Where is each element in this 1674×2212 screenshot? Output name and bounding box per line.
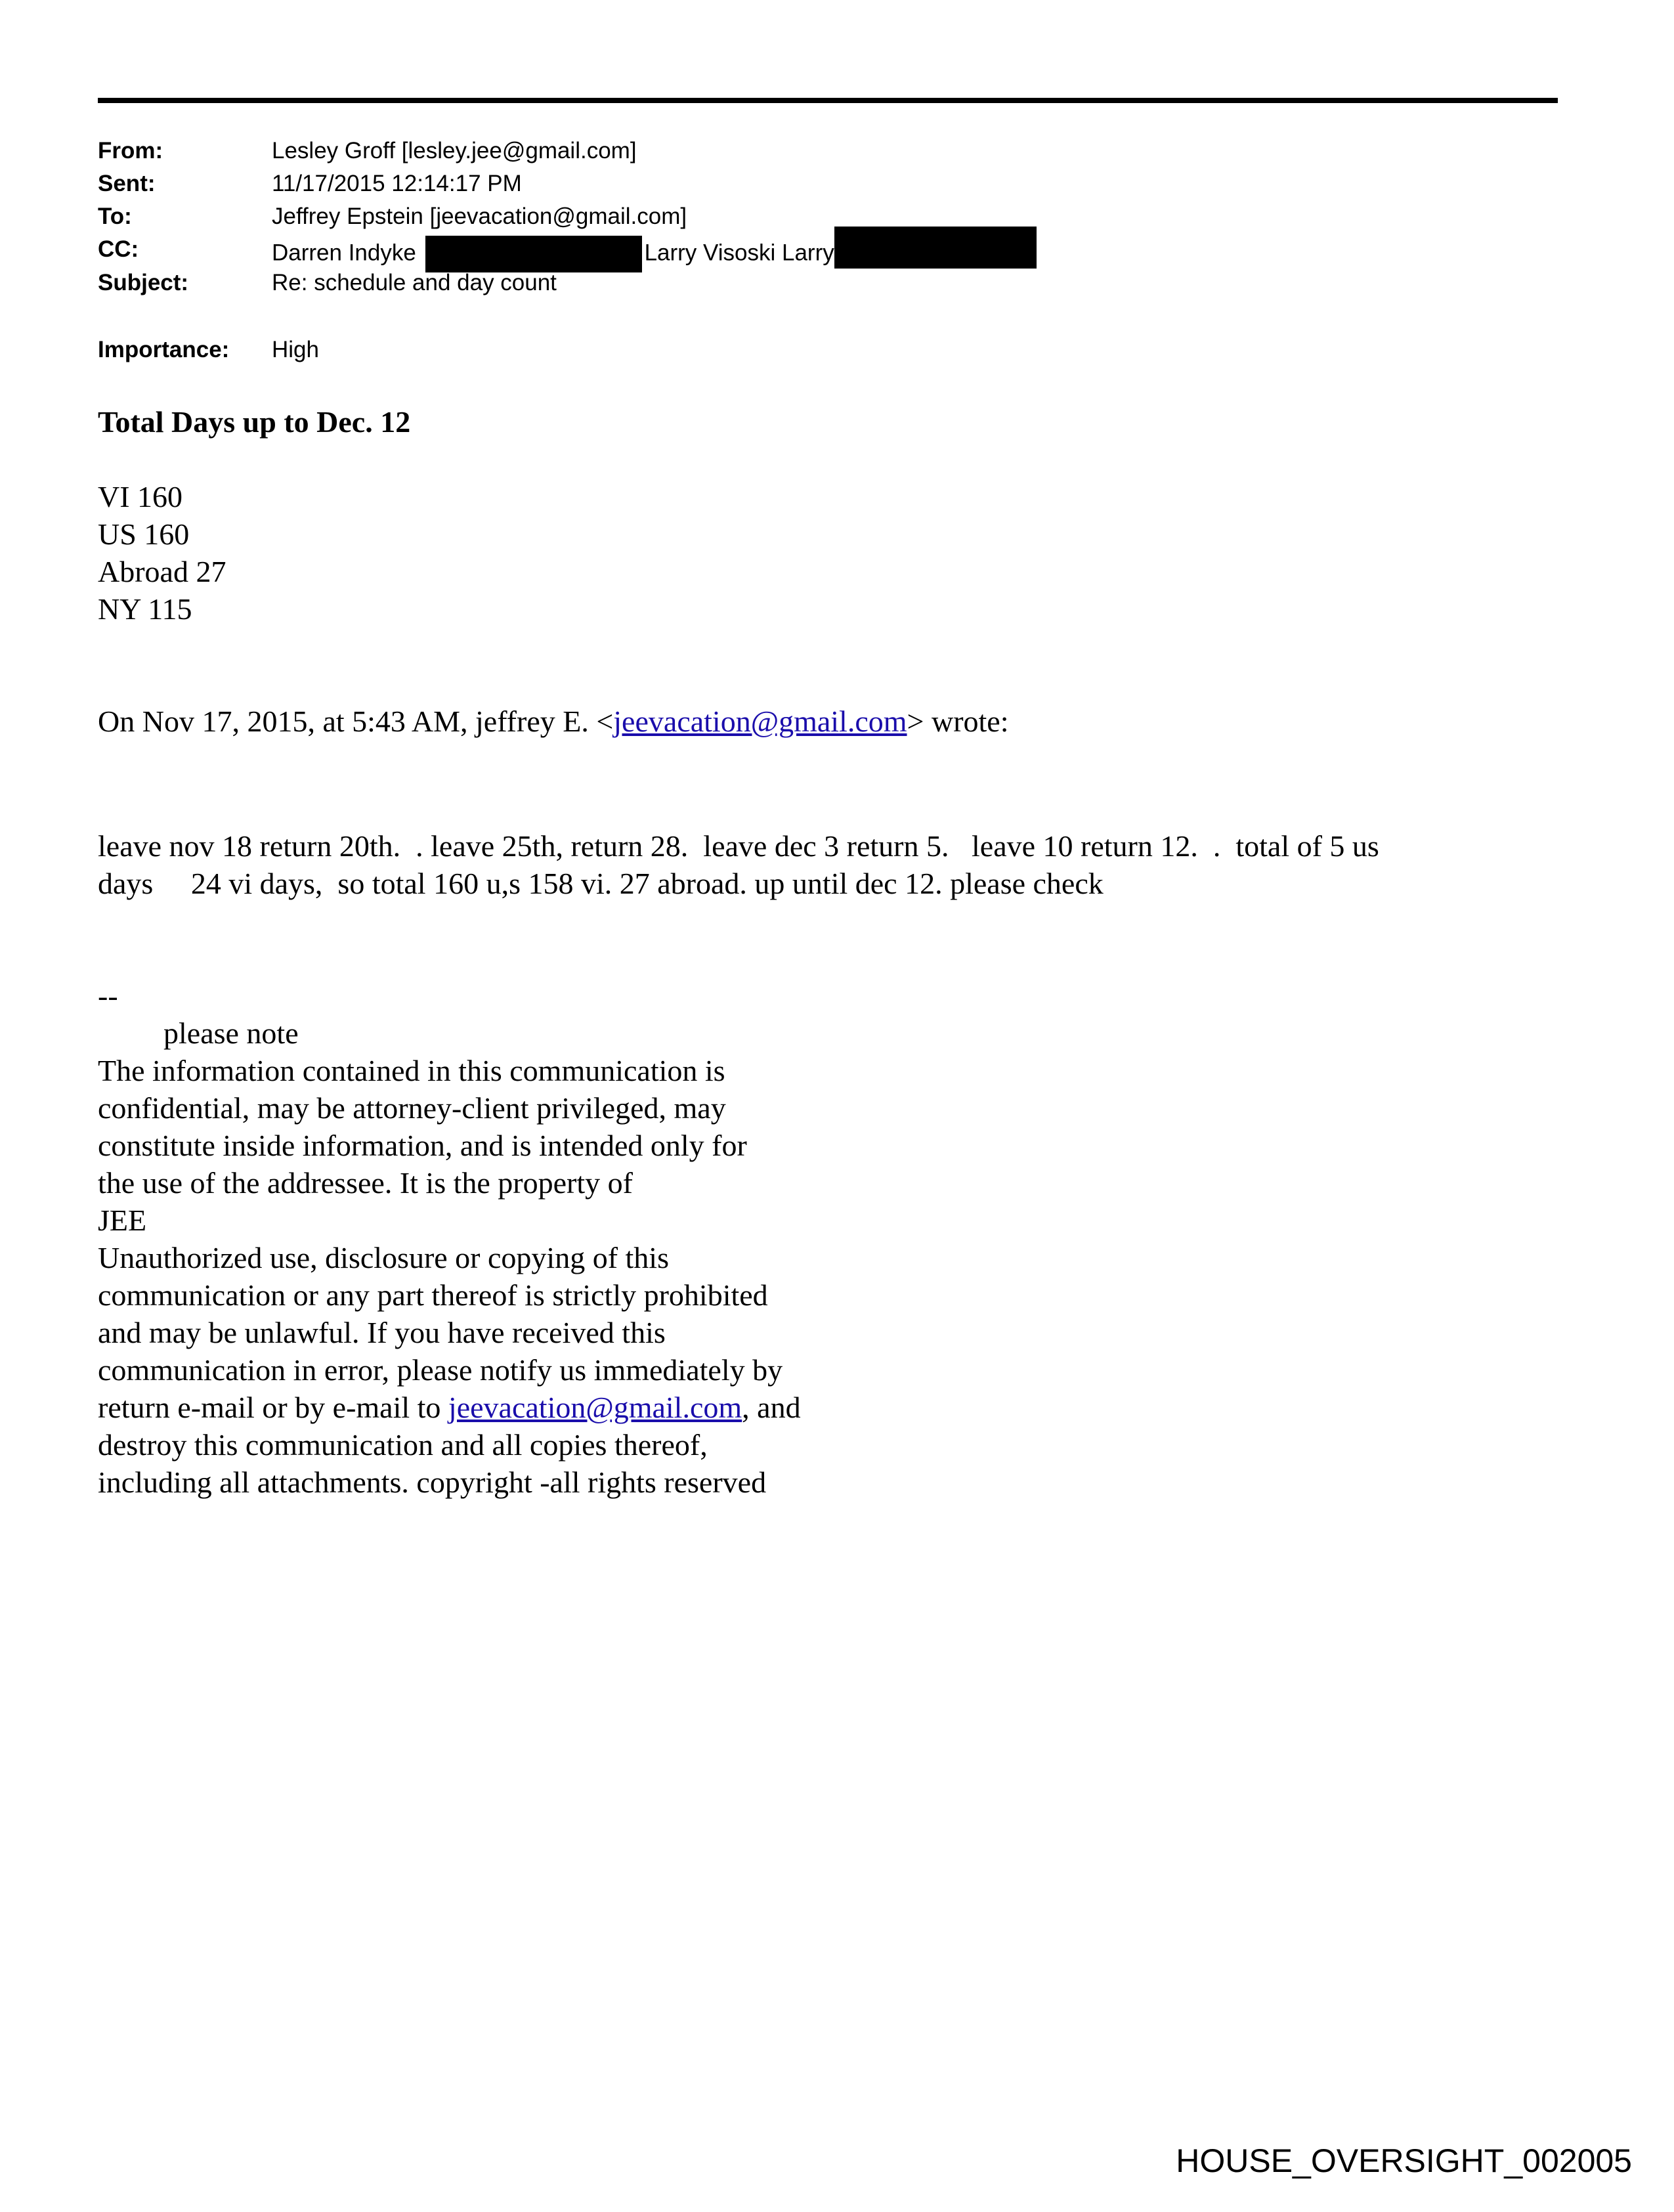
importance-value: High <box>272 337 319 362</box>
quote-email-link[interactable]: jeevacation@gmail.com <box>613 705 907 738</box>
signature-dash: -- <box>98 979 118 1012</box>
redaction-box <box>834 227 1037 269</box>
message-line: leave nov 18 return 20th. . leave 25th, return 28. leave dec 3 return 5. leave 10 return 12. . total of 5 us <box>98 829 1379 863</box>
disclaimer-line: Unauthorized use, disclosure or copying of this <box>98 1241 669 1274</box>
signature-note: please note <box>163 1016 299 1050</box>
to-value: Jeffrey Epstein [jeevacation@gmail.com] <box>272 204 687 229</box>
top-rule <box>98 98 1558 103</box>
cc-label: CC: <box>98 236 139 262</box>
disclaimer-line: communication in error, please notify us immediately by <box>98 1353 783 1387</box>
message-title: Total Days up to Dec. 12 <box>98 405 411 439</box>
disclaimer-line: destroy this communication and all copies thereof, <box>98 1428 708 1462</box>
disclaimer-email-link[interactable]: jeevacation@gmail.com <box>448 1391 742 1424</box>
disclaimer-line: JEE <box>98 1204 147 1237</box>
cc-name-2: Larry Visoski Larry <box>644 240 834 266</box>
disclaimer-line: the use of the addressee. It is the property of <box>98 1166 633 1200</box>
disclaimer-line: return e-mail or by e-mail to jeevacation@gmail.com, and <box>98 1391 801 1424</box>
message-line: days 24 vi days, so total 160 u,s 158 vi. 27 abroad. up until dec 12. please check <box>98 867 1104 900</box>
disclaimer-line: The information contained in this communication is <box>98 1054 725 1087</box>
count-line: US 160 <box>98 517 190 551</box>
from-value: Lesley Groff [lesley.jee@gmail.com] <box>272 138 637 163</box>
to-label: To: <box>98 204 132 229</box>
sent-value: 11/17/2015 12:14:17 PM <box>272 171 522 196</box>
importance-label: Importance: <box>98 337 230 362</box>
disclaimer-line: and may be unlawful. If you have received this <box>98 1316 666 1349</box>
quote-header: On Nov 17, 2015, at 5:43 AM, jeffrey E. <jeevacation@gmail.com> wrote: <box>98 705 1009 738</box>
from-label: From: <box>98 138 163 163</box>
disclaimer-line: confidential, may be attorney-client privileged, may <box>98 1091 726 1125</box>
count-line: NY 115 <box>98 592 192 626</box>
sent-label: Sent: <box>98 171 156 196</box>
count-line: VI 160 <box>98 480 183 513</box>
disclaimer-line: constitute inside information, and is intended only for <box>98 1129 747 1162</box>
cc-name-1: Darren Indyke <box>272 240 416 266</box>
count-line: Abroad 27 <box>98 555 226 588</box>
subject-value: Re: schedule and day count <box>272 270 557 295</box>
bates-number: HOUSE_OVERSIGHT_002005 <box>1176 2142 1632 2179</box>
disclaimer-line: communication or any part thereof is strictly prohibited <box>98 1278 768 1312</box>
subject-label: Subject: <box>98 270 189 295</box>
disclaimer-line: including all attachments. copyright -all rights reserved <box>98 1465 767 1499</box>
